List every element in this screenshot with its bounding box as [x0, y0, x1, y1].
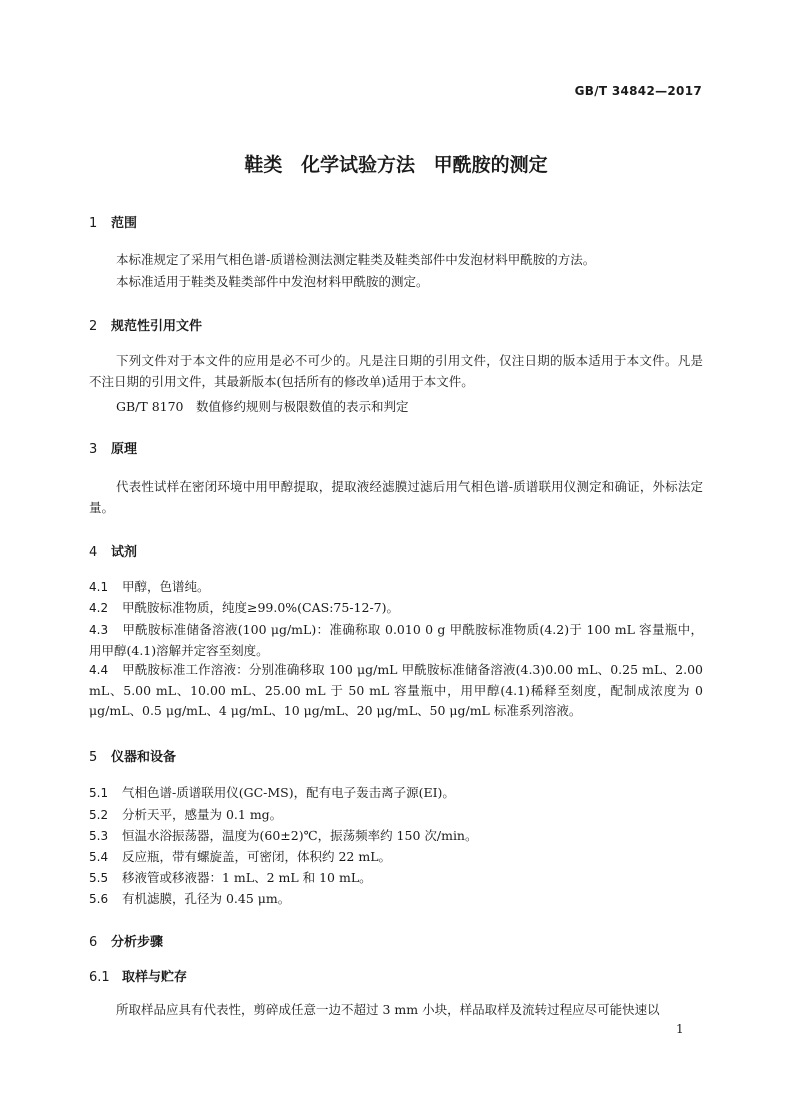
- subsection-title: 取样与贮存: [122, 970, 188, 985]
- section-1-heading: [89, 212, 137, 231]
- item-text: 有机滤膜，孔径为 0.45 μm。: [122, 891, 291, 906]
- list-item: [89, 868, 703, 889]
- paragraph: 本标准适用于鞋类及鞋类部件中发泡材料甲酰胺的测定。: [116, 274, 429, 289]
- section-number: 4: [89, 545, 98, 560]
- item-number: 5.6: [89, 892, 109, 906]
- section-title: 原理: [111, 442, 138, 457]
- page-number: 1: [676, 1022, 684, 1036]
- item-text: 甲醇，色谱纯。: [122, 579, 210, 594]
- normative-reference: GB/T 8170 数值修约规则与极限数值的表示和判定: [116, 399, 409, 414]
- item-text: 甲酰胺标准工作溶液：分别准确移取 100 μg/mL 甲酰胺标准储备溶液(4.3)0.00 mL、0.25 mL、2.00 mL、5.00 mL、10.00 mL、25.00 mL 于 50 mL 容量瓶中，用甲醇(4.1)稀释至刻度，配制成浓度为 0 μg/mL、0.5 μg/mL、4 μg/mL、10 μg/mL、20 μg/mL、50 μg/mL 标准系列溶液。: [89, 662, 703, 718]
- item-text: 甲酰胺标准物质，纯度≥99.0%(CAS:75-12-7)。: [122, 600, 400, 615]
- list-item: [89, 826, 703, 847]
- standard-code: GB/T 34842—2017: [574, 84, 702, 98]
- item-number: 4.3: [89, 623, 109, 637]
- item-number: 4.1: [89, 580, 109, 594]
- item-number: 5.2: [89, 808, 109, 822]
- section-number: 2: [89, 319, 98, 334]
- section-title: 分析步骤: [111, 935, 164, 950]
- subsection-number: 6.1: [89, 970, 110, 985]
- item-text: 恒温水浴振荡器，温度为(60±2)℃，振荡频率约 150 次/min。: [122, 828, 478, 843]
- section-3-heading: [89, 438, 137, 457]
- paragraph: 下列文件对于本文件的应用是必不可少的。凡是注日期的引用文件，仅注日期的版本适用于本文件。凡是不注日期的引用文件，其最新版本(包括所有的修改单)适用于本文件。: [89, 353, 703, 389]
- item-number: 5.5: [89, 871, 109, 885]
- item-text: 反应瓶，带有螺旋盖，可密闭，体积约 22 mL。: [122, 849, 392, 864]
- section-number: 5: [89, 750, 98, 765]
- section-4-heading: [89, 541, 137, 560]
- list-item: [89, 847, 703, 868]
- list-item: [89, 620, 703, 661]
- list-item: [89, 577, 703, 598]
- section-title: 规范性引用文件: [111, 319, 203, 334]
- paragraph: 本标准规定了采用气相色谱-质谱检测法测定鞋类及鞋类部件中发泡材料甲酰胺的方法。: [116, 252, 596, 267]
- list-item: [89, 598, 703, 619]
- paragraph: 代表性试样在密闭环境中用甲醇提取，提取液经滤膜过滤后用气相色谱-质谱联用仪测定和确证，外标法定量。: [89, 479, 703, 515]
- section-2-heading: [89, 315, 202, 334]
- item-text: 气相色谱-质谱联用仪(GC-MS)，配有电子轰击离子源(EI)。: [122, 785, 455, 800]
- section-number: 1: [89, 216, 98, 231]
- section-title: 范围: [111, 216, 138, 231]
- section-number: 6: [89, 935, 98, 950]
- paragraph: 所取样品应具有代表性，剪碎成任意一边不超过 3 mm 小块，样品取样及流转过程应尽可能快速以: [116, 1002, 660, 1017]
- list-item: [89, 783, 703, 804]
- item-text: 甲酰胺标准储备溶液(100 μg/mL)：准确称取 0.010 0 g 甲酰胺标准物质(4.2)于 100 mL 容量瓶中，用甲醇(4.1)溶解并定容至刻度。: [89, 622, 703, 658]
- list-item: [89, 889, 703, 910]
- item-number: 5.4: [89, 850, 109, 864]
- item-text: 移液管或移液器：1 mL、2 mL 和 10 mL。: [122, 870, 372, 885]
- section-6-heading: [89, 931, 163, 950]
- list-item: [89, 660, 703, 722]
- section-number: 3: [89, 442, 98, 457]
- section-5-heading: [89, 746, 176, 765]
- subsection-6-1-heading: [89, 966, 187, 985]
- item-number: 4.2: [89, 601, 109, 615]
- document-title: 鞋类 化学试验方法 甲酰胺的测定: [244, 154, 548, 176]
- item-number: 4.4: [89, 663, 109, 677]
- section-title: 仪器和设备: [111, 750, 177, 765]
- section-title: 试剂: [111, 545, 138, 560]
- list-item: [89, 805, 703, 826]
- item-number: 5.1: [89, 786, 109, 800]
- item-number: 5.3: [89, 829, 109, 843]
- item-text: 分析天平，感量为 0.1 mg。: [122, 807, 283, 822]
